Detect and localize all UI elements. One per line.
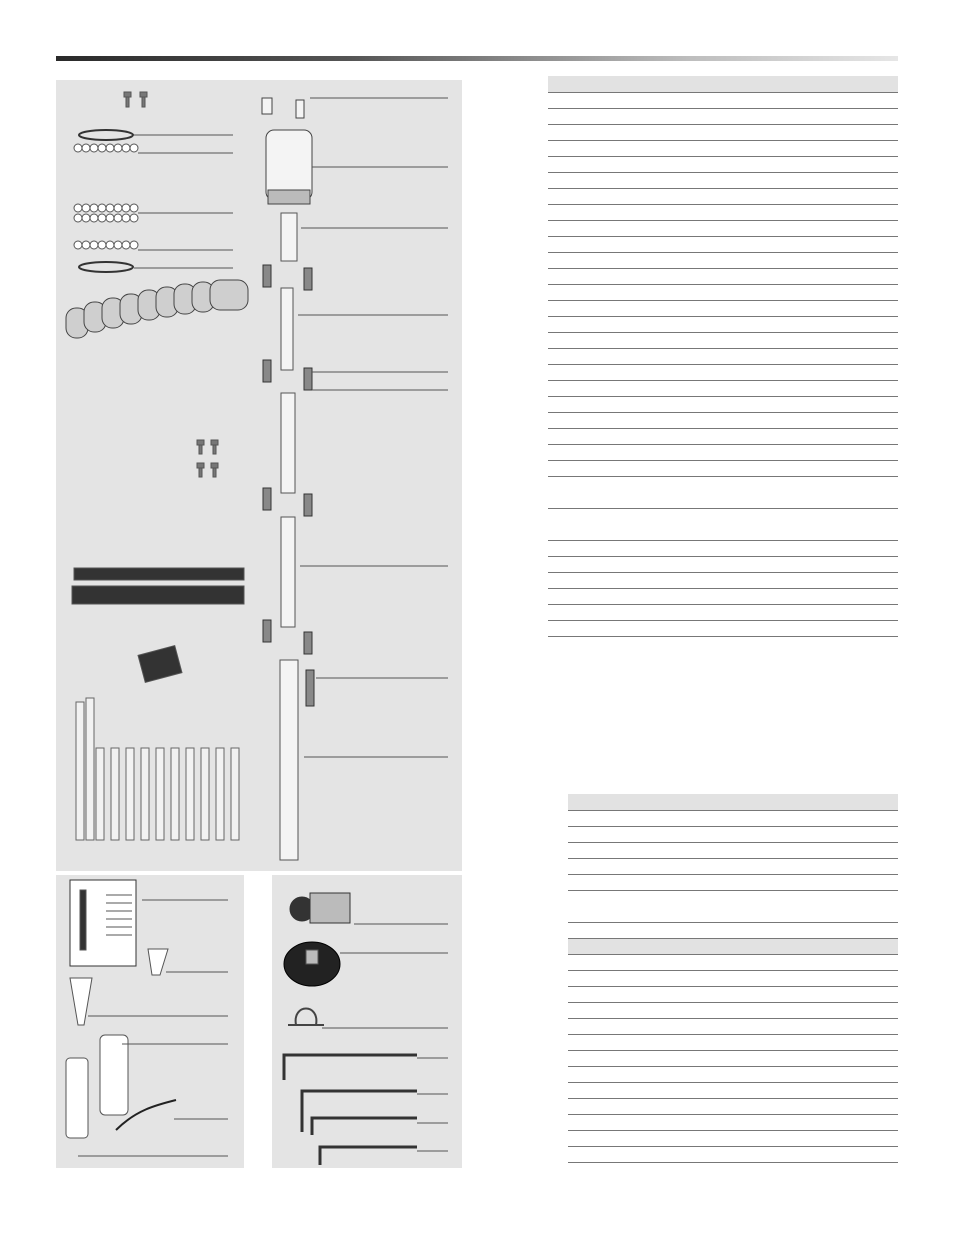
table-row [548, 125, 898, 141]
clip-set-icon [138, 646, 182, 683]
parts-table-header [548, 76, 898, 93]
table-row [548, 317, 898, 333]
hex-key-icon [284, 1055, 417, 1165]
table-cell [568, 1083, 898, 1099]
table-section-header [568, 939, 898, 955]
grease-tube-icon [100, 1035, 128, 1115]
table-row [548, 573, 898, 589]
parts-table-upper [548, 76, 898, 637]
table-row [568, 891, 898, 923]
table-row [568, 987, 898, 1003]
table-row [568, 1003, 898, 1019]
table-cell [548, 477, 898, 509]
table-cell [568, 875, 898, 891]
table-cell [548, 317, 898, 333]
table-cell [548, 109, 898, 125]
table-cell [568, 923, 898, 939]
table-cell [548, 349, 898, 365]
table-cell [548, 509, 898, 541]
table-cell [568, 971, 898, 987]
table-cell [548, 621, 898, 637]
table-cell [568, 859, 898, 875]
table-row [548, 509, 898, 541]
halyard-swivel-icon [290, 893, 350, 923]
bearing-ring-icon [74, 144, 138, 249]
table-row [568, 1099, 898, 1115]
table-row [548, 477, 898, 509]
table-row [548, 221, 898, 237]
table-cell [568, 987, 898, 1003]
table-row [548, 605, 898, 621]
table-row [568, 1083, 898, 1099]
table-row [548, 109, 898, 125]
table-cell [568, 827, 898, 843]
table-cell [548, 173, 898, 189]
table-row [548, 365, 898, 381]
table-cell [568, 1003, 898, 1019]
table-row [548, 445, 898, 461]
documentation-kit-panel [56, 875, 244, 1168]
slug-set-icon [72, 568, 244, 604]
table-cell [568, 843, 898, 859]
table-row [568, 1131, 898, 1147]
screw-icon [124, 92, 147, 107]
table-row [548, 269, 898, 285]
table-cell [548, 253, 898, 269]
table-row [548, 253, 898, 269]
drum-cover-icon [284, 942, 340, 986]
table-row [548, 237, 898, 253]
table-row [548, 141, 898, 157]
furler-drum-icon [262, 98, 312, 204]
table-row [548, 189, 898, 205]
table-row [548, 429, 898, 445]
table-cell [568, 1019, 898, 1035]
table-section-label [568, 939, 898, 955]
table-row [548, 301, 898, 317]
table-cell [568, 1131, 898, 1147]
table-cell [568, 1067, 898, 1083]
table-row [548, 93, 898, 109]
manual-and-tools-drawing [56, 875, 244, 1168]
table-cell [548, 605, 898, 621]
hardware-and-wrenches-drawing [272, 875, 462, 1168]
parts-table-body [568, 811, 898, 1163]
table-row [548, 349, 898, 365]
table-row [568, 1147, 898, 1163]
table-row [568, 843, 898, 859]
table-row [548, 333, 898, 349]
table-row [548, 621, 898, 637]
table-row [568, 955, 898, 971]
table-cell [548, 589, 898, 605]
table-row [548, 285, 898, 301]
feeder-tool-icon [70, 978, 92, 1025]
table-row [568, 811, 898, 827]
table-cell [548, 157, 898, 173]
table-row [548, 205, 898, 221]
table-row [568, 875, 898, 891]
table-cell [568, 1147, 898, 1163]
table-cell [548, 445, 898, 461]
parts-table-header [568, 794, 898, 811]
feeder-tool-icon [148, 949, 168, 975]
table-cell [548, 205, 898, 221]
table-cell [548, 413, 898, 429]
exploded-assembly-drawing [56, 80, 462, 871]
table-row [548, 541, 898, 557]
table-cell [548, 141, 898, 157]
table-cell [548, 429, 898, 445]
table-row [548, 589, 898, 605]
table-cell [568, 1035, 898, 1051]
table-row [568, 827, 898, 843]
table-row [568, 1067, 898, 1083]
table-cell [568, 1051, 898, 1067]
table-cell [568, 811, 898, 827]
table-row [548, 397, 898, 413]
screw-icon [197, 440, 218, 477]
syringe-icon [66, 1058, 88, 1138]
foil-section-icon [280, 213, 298, 860]
table-row [568, 859, 898, 875]
table-cell [568, 1099, 898, 1115]
manual-icon [70, 880, 136, 966]
table-row [568, 923, 898, 939]
table-cell [548, 285, 898, 301]
table-cell [548, 541, 898, 557]
table-cell [548, 461, 898, 477]
table-row [548, 157, 898, 173]
table-cell [548, 237, 898, 253]
table-cell [548, 397, 898, 413]
batten-set-icon [76, 698, 239, 840]
table-row [568, 1019, 898, 1035]
table-cell [548, 93, 898, 109]
table-row [568, 971, 898, 987]
table-cell [548, 573, 898, 589]
table-cell [568, 955, 898, 971]
extrusion-stack-icon [66, 280, 248, 338]
exploded-view-panel [56, 80, 462, 871]
table-row [568, 1051, 898, 1067]
table-cell [548, 333, 898, 349]
table-cell [568, 891, 898, 923]
table-cell [548, 125, 898, 141]
table-row [548, 461, 898, 477]
table-row [568, 1115, 898, 1131]
parts-table-lower [568, 794, 898, 1163]
table-cell [568, 1115, 898, 1131]
table-row [548, 413, 898, 429]
table-cell [548, 557, 898, 573]
table-cell [548, 381, 898, 397]
table-cell [548, 189, 898, 205]
table-cell [548, 221, 898, 237]
header-accent-bar [56, 56, 898, 61]
table-row [548, 381, 898, 397]
table-row [548, 173, 898, 189]
hardware-kit-panel [272, 875, 462, 1168]
parts-table-body [548, 93, 898, 637]
table-row [548, 557, 898, 573]
table-cell [548, 269, 898, 285]
table-cell [548, 365, 898, 381]
shackle-icon [288, 1009, 324, 1026]
table-row [568, 1035, 898, 1051]
table-cell [548, 301, 898, 317]
